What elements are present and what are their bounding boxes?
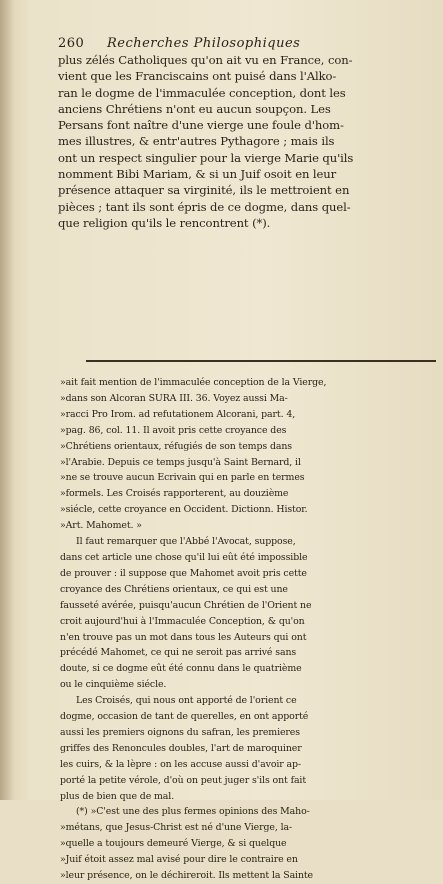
note-line: »dans son Alcoran SURA III. 36. Voyez aussi Ma-: [60, 392, 288, 404]
text-line: présence attaquer sa virginité, ils le mettroient en: [58, 183, 350, 198]
page-number: 260: [58, 36, 85, 51]
note-line: »Juif étoit assez mal avisé pour dire le contraire en: [60, 854, 298, 866]
note-line: griffes des Renoncules doubles, l'art de maroquiner: [60, 742, 302, 754]
main-text: [58, 52, 428, 231]
note-line: précédé Mahomet, ce qui ne seroit pas arrivé sans: [60, 647, 297, 659]
text-line: mes illustres, & entr'autres Pythagore ; mais ils: [58, 134, 335, 149]
note-line: plus de bien que de mal.: [60, 790, 175, 802]
text-line: anciens Chrétiens n'ont eu aucun soupçon. Les: [58, 101, 331, 116]
note-line: »Chrétiens orientaux, réfugiés de son temps dans: [60, 440, 292, 452]
note-line: doute, si ce dogme eût été connu dans le quatrième: [60, 663, 302, 675]
footnote-continuation: [60, 375, 432, 534]
note-line: aussi les premiers oignons du safran, les premieres: [60, 726, 300, 738]
note-line: »pag. 86, col. 11. Il avoit pris cette croyance des: [60, 424, 287, 436]
text-line: vient que les Franciscains ont puisé dans l'Alko-: [58, 69, 337, 84]
note-line: »métans, que Jesus-Christ est né d'une Vierge, la-: [60, 822, 293, 834]
note-line: Les Croisés, qui nous ont apporté de l'orient ce: [76, 695, 297, 707]
note-line: »racci Pro Irom. ad refutationem Alcorani, part. 4,: [60, 408, 296, 420]
note-line: croyance des Chrétiens orientaux, ce qui est une: [60, 583, 288, 595]
note-line: croit aujourd'hui à l'Immaculée Conception, & qu'on: [60, 615, 305, 627]
text-line: pièces ; tant ils sont épris de ce dogme, dans quel-: [58, 199, 351, 214]
main-paragraph: [58, 52, 428, 231]
footnotes: [60, 375, 432, 884]
note-line: (*) »C'est une des plus fermes opinions des Maho-: [76, 806, 310, 818]
note-paragraph-2: [60, 534, 432, 693]
note-line: »quelle a toujours demeuré Vierge, & si quelque: [60, 838, 287, 850]
note-line: de prouver : il suppose que Mahomet avoit pris cette: [60, 567, 307, 579]
note-line: fausseté avérée, puisqu'aucun Chrétien de l'Orient ne: [60, 599, 312, 611]
note-paragraph-4: [60, 804, 432, 884]
running-title: Recherches Philosophiques: [106, 36, 301, 51]
note-line: »formels. Les Croisés rapporterent, au douzième: [60, 488, 289, 500]
text-line: plus zélés Catholiques qu'on ait vu en France, con-: [58, 53, 353, 67]
text-line: nomment Bibi Mariam, & si un Juif osoit en leur: [58, 167, 337, 182]
note-line: »Art. Mahomet. »: [60, 520, 142, 532]
separator-rule: [86, 360, 436, 362]
note-line: dogme, occasion de tant de querelles, en ont apporté: [60, 711, 309, 723]
note-line: n'en trouve pas un mot dans tous les Auteurs qui ont: [60, 631, 307, 643]
text-line: ont un respect singulier pour la vierge Marie qu'ils: [58, 150, 354, 165]
note-line: »siécle, cette croyance en Occident. Dictionn. Histor.: [60, 504, 308, 516]
text-line: ran le dogme de l'immaculée conception, dont les: [58, 85, 346, 100]
note-line: »leur présence, on le déchireroit. Ils mettent la Sainte: [60, 870, 314, 882]
note-line: »ait fait mention de l'immaculée conception de la Vierge,: [60, 377, 327, 388]
text-line: Persans font naître d'une vierge une foule d'hom-: [58, 118, 344, 133]
note-line: ou le cinquième siécle.: [60, 679, 167, 691]
note-line: porté la petite vérole, d'où on peut juger s'ils ont fait: [60, 774, 307, 786]
note-line: »ne se trouve aucun Ecrivain qui en parle en termes: [60, 472, 305, 484]
note-line: Il faut remarquer que l'Abbé l'Avocat, suppose,: [76, 536, 296, 548]
note-line: les cuirs, & la lèpre : on les accuse aussi d'avoir ap-: [60, 758, 301, 770]
page-header: [58, 36, 423, 51]
note-line: »l'Arabie. Depuis ce temps jusqu'à Saint Bernard, il: [60, 456, 301, 468]
text-line: que religion qu'ils le rencontrent (*).: [58, 215, 271, 230]
note-paragraph-3: [60, 693, 432, 804]
gutter-shadow: [0, 0, 14, 800]
note-line: dans cet article une chose qu'il lui eût été impossible: [60, 551, 308, 563]
